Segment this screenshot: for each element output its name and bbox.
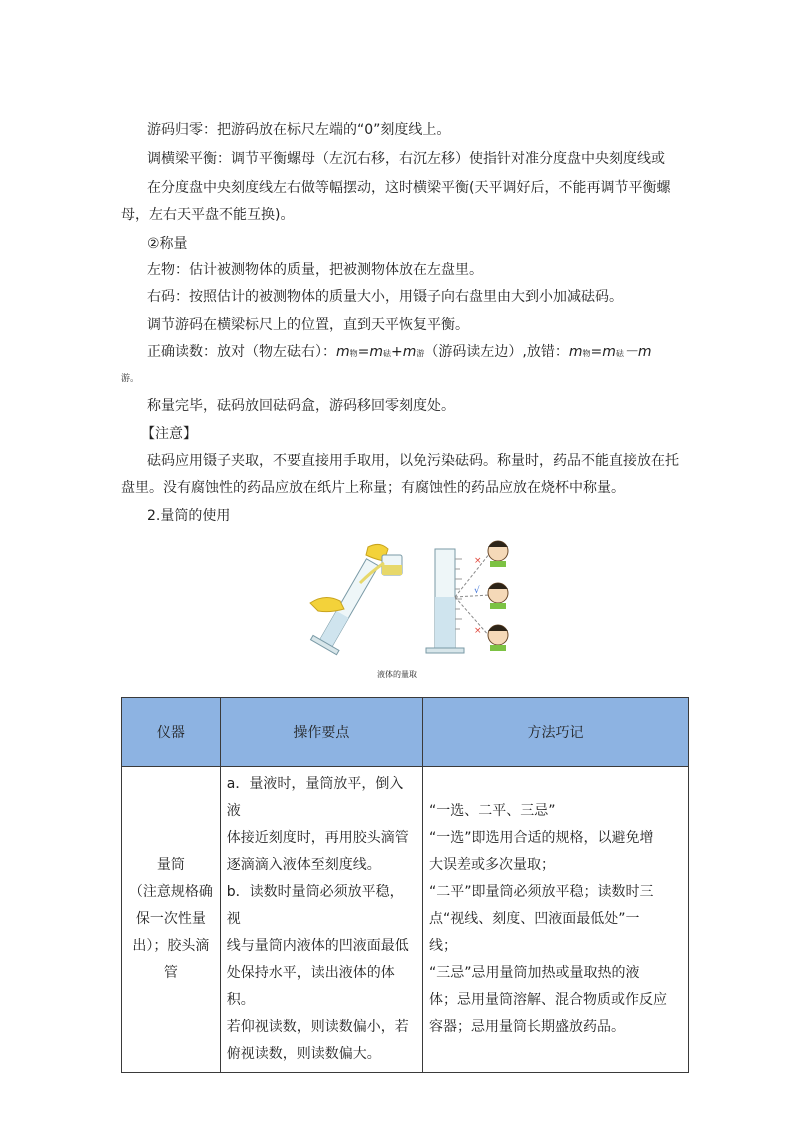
instrument-cell: 量筒 （注意规格确 保一次性量 出）；胶头滴 管: [122, 767, 221, 1073]
figure-caption: 液体的量取: [377, 670, 417, 679]
reading-formula: 正确读数：放对（物左砝右）：m物=m砝+m游（游码读左边）,放错：m物=m砝－m: [147, 344, 652, 360]
operation-cell: a．量液时，量筒放平，倒入液 体接近刻度时，再用胶头滴管 逐滴滴入液体至刻度线。 b．读数时量筒必须放平稳，视 线与量筒内液体的凹液面最低 处保持水平，读出液体的体积。 若仰视读数，则读数偏小，若 俯视读数，则读数偏大。: [220, 767, 422, 1073]
finish-text: 称量完毕，砝码放回砝码盒，游码移回零刻度处。: [147, 398, 455, 414]
viewer-middle-icon: [488, 583, 508, 609]
note-text-2: 盘里。没有腐蚀性的药品应放在纸片上称量；有腐蚀性的药品应放在烧杯中称量。: [121, 480, 625, 496]
zeroing-text: 游码归零：把游码放在标尺左端的“0”刻度线上。: [147, 122, 451, 138]
liquid-measuring-illustration: [300, 535, 530, 665]
balance-text-2: 在分度盘中央刻度线左右做等幅摆动，这时横梁平衡(天平调好后，不能再调节平衡螺: [147, 180, 671, 196]
sight-lines: [455, 553, 490, 637]
header-tips: 方法巧记: [422, 698, 688, 767]
correct-mark: √: [474, 586, 480, 596]
header-instrument: 仪器: [122, 698, 221, 767]
balance-text-1: 调横梁平衡：调节平衡螺母（左沉右移，右沉左移）使指针对准分度盘中央刻度线或: [147, 151, 665, 167]
balance-text-3: 母，左右天平盘不能互换)。: [121, 207, 295, 223]
left-object-text: 左物：估计被测物体的质量，把被测物体放在左盘里。: [147, 262, 483, 278]
weighing-heading: ②称量: [147, 236, 188, 252]
cylinder-section-heading: 2.量筒的使用: [147, 508, 231, 524]
wrong-mark-top: ×: [474, 556, 482, 566]
wrong-mark-bottom: ×: [474, 626, 482, 636]
right-weight-text: 右码：按照估计的被测物体的质量大小，用镊子向右盘里由大到小加减砝码。: [147, 289, 623, 305]
viewer-bottom-icon: [488, 625, 508, 651]
note-heading: 【注意】: [141, 426, 197, 442]
rider-adjust-text: 调节游码在横梁标尺上的位置，直到天平恢复平衡。: [147, 317, 469, 333]
tips-cell: “一选、二平、三忌” “一选”即选用合适的规格，以避免增 大误差或多次量取； “二平”即量筒必须放平稳；读数时三 点“视线、刻度、凹液面最低处”一 线； “三忌”忌用量筒加热或量取热的液 体；忌用量筒溶解、混合物质或作反应 容器；忌用量筒长期盛放药品。: [422, 767, 688, 1073]
reading-formula-cont: 游。: [121, 374, 140, 384]
cylinder-usage-table: [121, 697, 689, 1073]
viewer-top-icon: [488, 541, 508, 567]
header-operation: 操作要点: [220, 698, 422, 767]
note-text-1: 砝码应用镊子夹取，不要直接用手取用，以免污染砝码。称量时，药品不能直接放在托: [147, 453, 679, 469]
